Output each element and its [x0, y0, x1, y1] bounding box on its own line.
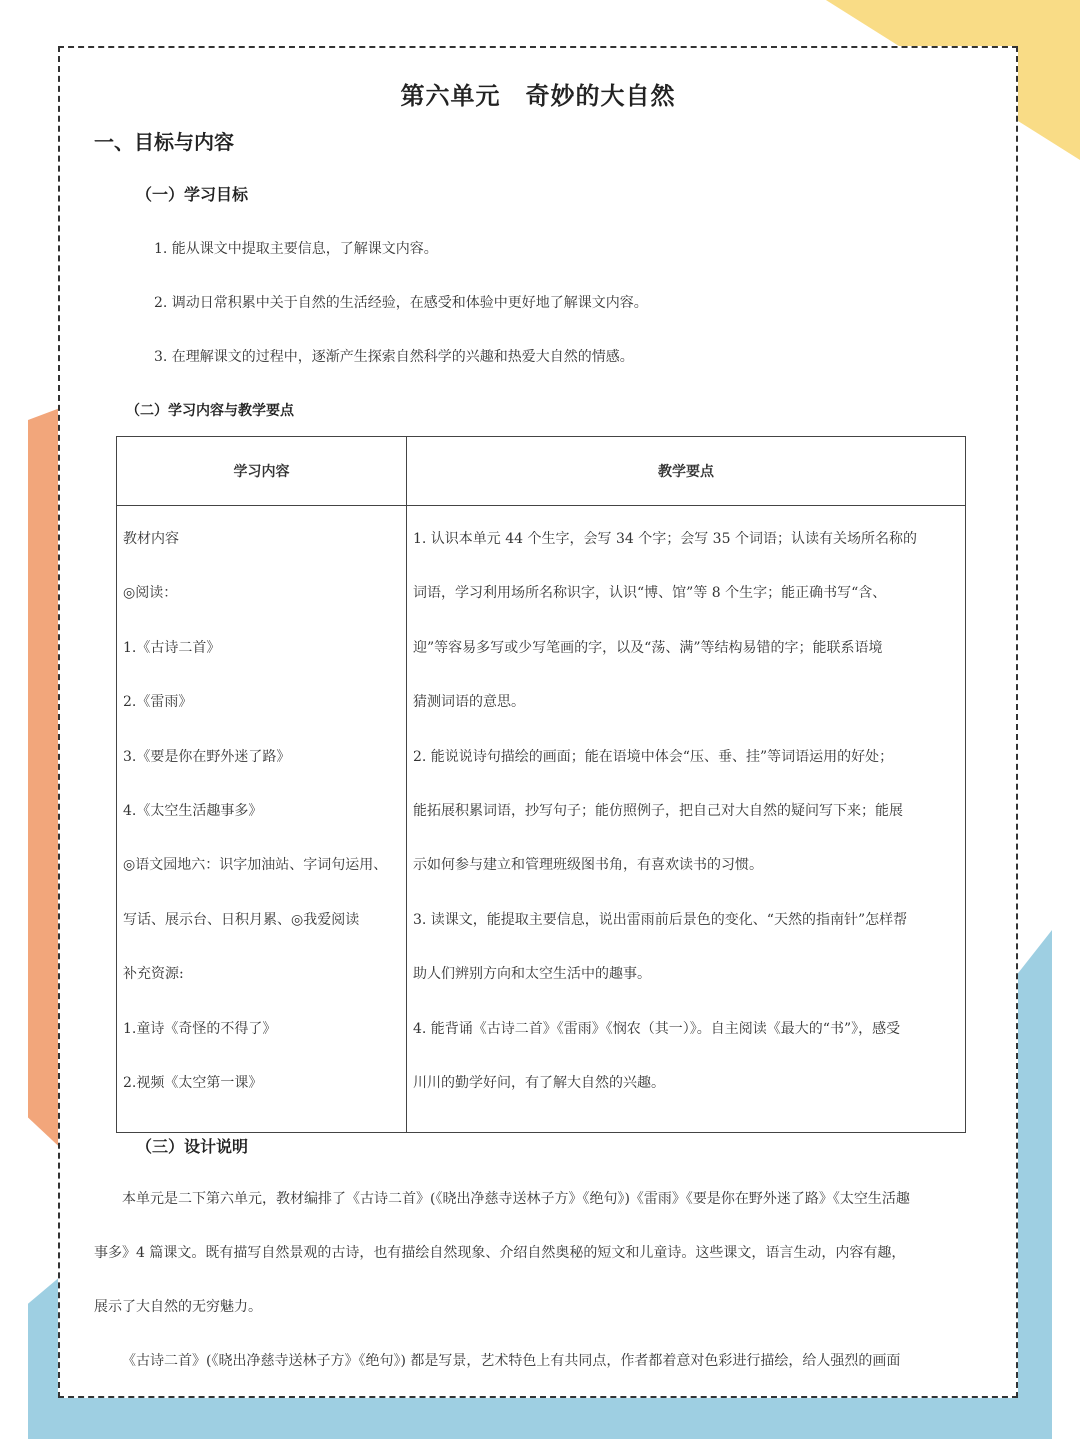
- goal-item: 1. 能从课文中提取主要信息，了解课文内容。: [154, 241, 438, 257]
- design-line: 事多》4 篇课文。既有描写自然景观的古诗，也有描绘自然现象、介绍自然奥秘的短文和儿童诗。这些课文，语言生动，内容有趣，: [94, 1245, 906, 1261]
- teaching-point-line: 3. 读课文，能提取主要信息，说出雷雨前后景色的变化、“天然的指南针”怎样帮: [413, 911, 908, 928]
- table-cell-teaching-points: [407, 506, 966, 1133]
- teaching-point-line: 示如何参与建立和管理班级图书角，有喜欢读书的习惯。: [413, 857, 763, 874]
- content-line: ◎阅读：: [123, 585, 178, 602]
- teaching-point-line: 川川的勤学好问，有了解大自然的兴趣。: [413, 1074, 665, 1091]
- teaching-point-line: 2. 能说说诗句描绘的画面；能在语境中体会“压、垂、挂”等词语运用的好处；: [413, 748, 894, 765]
- teaching-point-line: 猜测词语的意思。: [413, 694, 525, 711]
- content-line: 写话、展示台、日积月累、◎我爱阅读: [123, 911, 360, 928]
- page-title: 第六单元 奇妙的大自然: [400, 82, 676, 110]
- teaching-point-line: 词语，学习利用场所名称识字，认识“博、馆”等 8 个生字；能正确书写“含、: [413, 585, 887, 602]
- design-notes-body: [94, 1172, 990, 1388]
- decor-blue-strip-right: [1012, 930, 1052, 1439]
- content-line: 2.《雷雨》: [123, 694, 193, 711]
- table-header-teaching-points: 教学要点: [407, 437, 966, 506]
- content-table: [116, 436, 966, 1133]
- content-line: 3.《要是你在野外迷了路》: [123, 748, 291, 765]
- subheading-content-and-points: （二）学习内容与教学要点: [126, 403, 294, 419]
- design-line: 展示了大自然的无穷魅力。: [94, 1299, 262, 1315]
- table-cell-content: [117, 506, 407, 1133]
- design-line: 《古诗二首》(《晓出净慈寺送林子方》《绝句》) 都是写景，艺术特色上有共同点，作者都着意对色彩进行描绘，给人强烈的画面: [122, 1353, 901, 1369]
- subheading-design-notes: （三）设计说明: [136, 1137, 249, 1156]
- table-header-content: 学习内容: [117, 437, 407, 506]
- content-line: 1.童诗《奇怪的不得了》: [123, 1020, 277, 1037]
- teaching-point-line: 1. 认识本单元 44 个生字，会写 34 个字；会写 35 个词语；认读有关场所名称的: [413, 531, 917, 547]
- content-line: 4.《太空生活趣事多》: [123, 802, 263, 819]
- decor-blue-bottom: [28, 1391, 1052, 1439]
- goal-item: 2. 调动日常积累中关于自然的生活经验，在感受和体验中更好地了解课文内容。: [154, 295, 648, 311]
- teaching-point-line: 能拓展积累词语，抄写句子；能仿照例子，把自己对大自然的疑问写下来；能展: [413, 802, 903, 819]
- design-line: 本单元是二下第六单元，教材编排了《古诗二首》(《晓出净慈寺送林子方》《绝句》)《雷雨》《要是你在野外迷了路》《太空生活趣: [122, 1191, 910, 1207]
- goal-item: 3. 在理解课文的过程中，逐渐产生探索自然科学的兴趣和热爱大自然的情感。: [154, 349, 634, 365]
- content-line: 补充资源:: [123, 966, 184, 983]
- content-line: ◎语文园地六：识字加油站、字词句运用、: [123, 857, 388, 874]
- teaching-point-line: 4. 能背诵《古诗二首》《雷雨》《悯农（其一）》。自主阅读《最大的“书”》，感受: [413, 1020, 901, 1037]
- teaching-point-line: 助人们辨别方向和太空生活中的趣事。: [413, 966, 651, 983]
- teaching-point-line: 迎”等容易多写或少写笔画的字，以及“荡、满”等结构易错的字；能联系语境: [413, 639, 883, 656]
- subheading-learning-goals: （一）学习目标: [136, 185, 249, 204]
- section-heading-goals-content: 一、目标与内容: [94, 130, 234, 154]
- document-page: [58, 46, 1018, 1398]
- content-line: 教材内容: [123, 531, 179, 547]
- content-line: 1.《古诗二首》: [123, 639, 221, 656]
- content-line: 2.视频《太空第一课》: [123, 1074, 263, 1091]
